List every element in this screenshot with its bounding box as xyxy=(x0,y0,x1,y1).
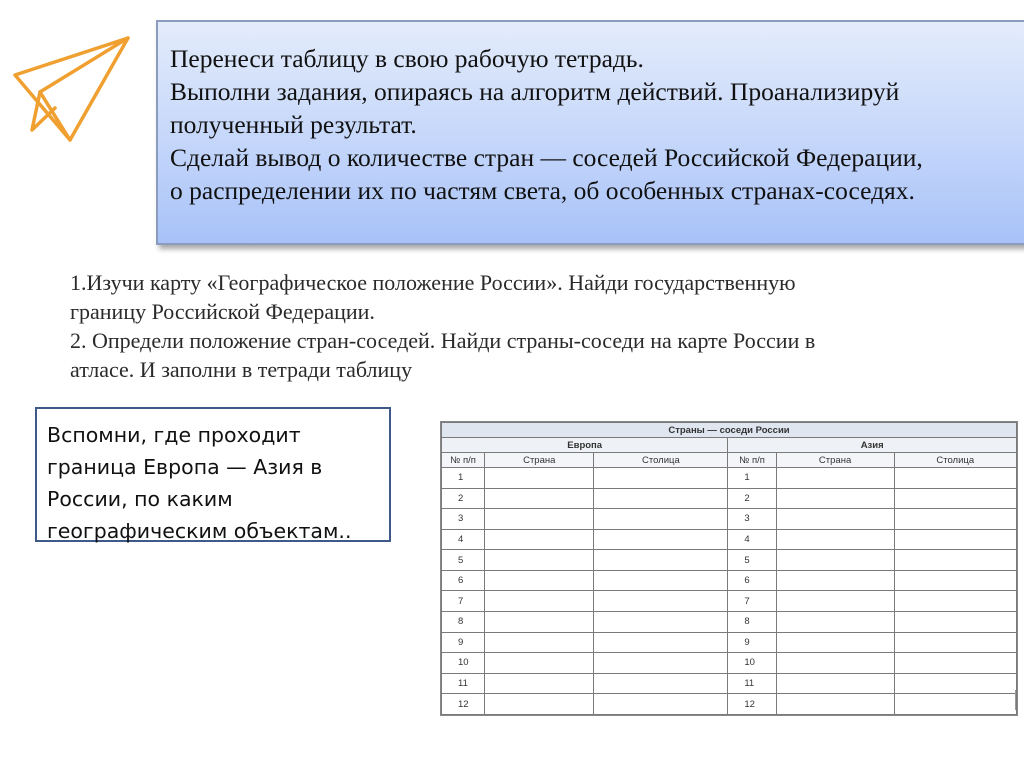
table-row xyxy=(442,488,1017,509)
europe-row-number: 4 xyxy=(442,529,485,550)
asia-capital-cell xyxy=(894,612,1016,633)
europe-row-number: 7 xyxy=(442,591,485,612)
asia-capital-cell xyxy=(894,673,1016,694)
asia-row-number: 8 xyxy=(728,612,776,633)
asia-country-cell xyxy=(776,694,894,715)
asia-capital-cell xyxy=(894,468,1016,489)
table-row xyxy=(442,673,1017,694)
asia-country-cell xyxy=(776,529,894,550)
table-title: Страны — соседи России xyxy=(442,423,1017,438)
europe-country-cell xyxy=(485,570,594,591)
reminder-line: России, по каким xyxy=(47,487,233,511)
task-instructions-box xyxy=(156,20,1024,245)
col-num-header: № п/п xyxy=(728,453,776,468)
col-country-header: Страна xyxy=(776,453,894,468)
europe-row-number: 11 xyxy=(442,673,485,694)
europe-row-number: 8 xyxy=(442,612,485,633)
col-num-header: № п/п xyxy=(442,453,485,468)
asia-capital-cell xyxy=(894,550,1016,571)
asia-capital-cell xyxy=(894,632,1016,653)
europe-capital-cell xyxy=(594,591,728,612)
step-line: 1.Изучи карту «Географическое положение России». Найди государственную xyxy=(70,270,796,295)
europe-row-number: 9 xyxy=(442,632,485,653)
europe-capital-cell xyxy=(594,468,728,489)
asia-country-cell xyxy=(776,632,894,653)
asia-capital-cell xyxy=(894,694,1016,715)
europe-row-number: 1 xyxy=(442,468,485,489)
europe-capital-cell xyxy=(594,509,728,530)
reminder-line: Вспомни, где проходит xyxy=(47,423,301,447)
col-capital-header: Столица xyxy=(594,453,728,468)
asia-row-number: 9 xyxy=(728,632,776,653)
task-line: Сделай вывод о количестве стран — соседей Российской Федерации, xyxy=(170,143,923,172)
reminder-line: географическим объектам.. xyxy=(47,519,352,543)
col-country-header: Страна xyxy=(485,453,594,468)
asia-capital-cell xyxy=(894,529,1016,550)
step-line: атласе. И заполни в тетради таблицу xyxy=(70,357,413,382)
asia-row-number: 11 xyxy=(728,673,776,694)
europe-country-cell xyxy=(485,509,594,530)
europe-row-number: 12 xyxy=(442,694,485,715)
europe-capital-cell xyxy=(594,488,728,509)
europe-capital-cell xyxy=(594,653,728,674)
asia-country-cell xyxy=(776,591,894,612)
europe-country-cell xyxy=(485,653,594,674)
asia-row-number: 1 xyxy=(728,468,776,489)
europe-capital-cell xyxy=(594,673,728,694)
europe-capital-cell xyxy=(594,694,728,715)
paper-plane-icon xyxy=(10,30,135,150)
europe-capital-cell xyxy=(594,570,728,591)
table-row xyxy=(442,529,1017,550)
europe-country-cell xyxy=(485,591,594,612)
europe-capital-cell xyxy=(594,632,728,653)
neighbors-table xyxy=(440,421,1018,716)
asia-row-number: 3 xyxy=(728,509,776,530)
table-row xyxy=(442,653,1017,674)
table-row xyxy=(442,509,1017,530)
europe-country-cell xyxy=(485,468,594,489)
step-line: границу Российской Федерации. xyxy=(70,299,375,324)
asia-row-number: 12 xyxy=(728,694,776,715)
asia-row-number: 5 xyxy=(728,550,776,571)
table-row xyxy=(442,694,1017,715)
asia-capital-cell xyxy=(894,570,1016,591)
europe-country-cell xyxy=(485,529,594,550)
table-row xyxy=(442,632,1017,653)
europe-capital-cell xyxy=(594,550,728,571)
table-row xyxy=(442,468,1017,489)
asia-row-number: 10 xyxy=(728,653,776,674)
table-row xyxy=(442,550,1017,571)
asia-row-number: 4 xyxy=(728,529,776,550)
europe-country-cell xyxy=(485,632,594,653)
europe-capital-cell xyxy=(594,612,728,633)
europe-row-number: 6 xyxy=(442,570,485,591)
task-line: Выполни задания, опираясь на алгоритм действий. Проанализируй xyxy=(170,77,900,106)
asia-row-number: 7 xyxy=(728,591,776,612)
europe-country-cell xyxy=(485,488,594,509)
asia-country-cell xyxy=(776,612,894,633)
europe-row-number: 10 xyxy=(442,653,485,674)
europe-row-number: 3 xyxy=(442,509,485,530)
asia-country-cell xyxy=(776,468,894,489)
asia-row-number: 2 xyxy=(728,488,776,509)
asia-country-cell xyxy=(776,653,894,674)
asia-country-cell xyxy=(776,570,894,591)
asia-capital-cell xyxy=(894,488,1016,509)
europe-row-number: 2 xyxy=(442,488,485,509)
europe-row-number: 5 xyxy=(442,550,485,571)
europe-country-cell xyxy=(485,550,594,571)
asia-header: Азия xyxy=(728,438,1017,453)
reminder-box xyxy=(35,407,391,542)
asia-capital-cell xyxy=(894,591,1016,612)
col-capital-header: Столица xyxy=(894,453,1016,468)
asia-country-cell xyxy=(776,550,894,571)
europe-country-cell xyxy=(485,612,594,633)
asia-country-cell xyxy=(776,673,894,694)
europe-capital-cell xyxy=(594,529,728,550)
divider xyxy=(1015,690,1016,710)
table-row xyxy=(442,591,1017,612)
asia-country-cell xyxy=(776,509,894,530)
asia-capital-cell xyxy=(894,653,1016,674)
europe-country-cell xyxy=(485,694,594,715)
table-row xyxy=(442,570,1017,591)
reminder-line: граница Европа — Азия в xyxy=(47,455,323,479)
europe-country-cell xyxy=(485,673,594,694)
task-line: Перенеси таблицу в свою рабочую тетрадь. xyxy=(170,44,644,73)
europe-header: Европа xyxy=(442,438,728,453)
asia-country-cell xyxy=(776,488,894,509)
asia-capital-cell xyxy=(894,509,1016,530)
step-line: 2. Определи положение стран-соседей. Найди страны-соседи на карте России в xyxy=(70,328,816,353)
table-row xyxy=(442,612,1017,633)
algorithm-steps xyxy=(70,268,970,384)
task-line: о распределении их по частям света, об особенных странах-соседях. xyxy=(170,176,915,205)
task-line: полученный результат. xyxy=(170,110,417,139)
asia-row-number: 6 xyxy=(728,570,776,591)
